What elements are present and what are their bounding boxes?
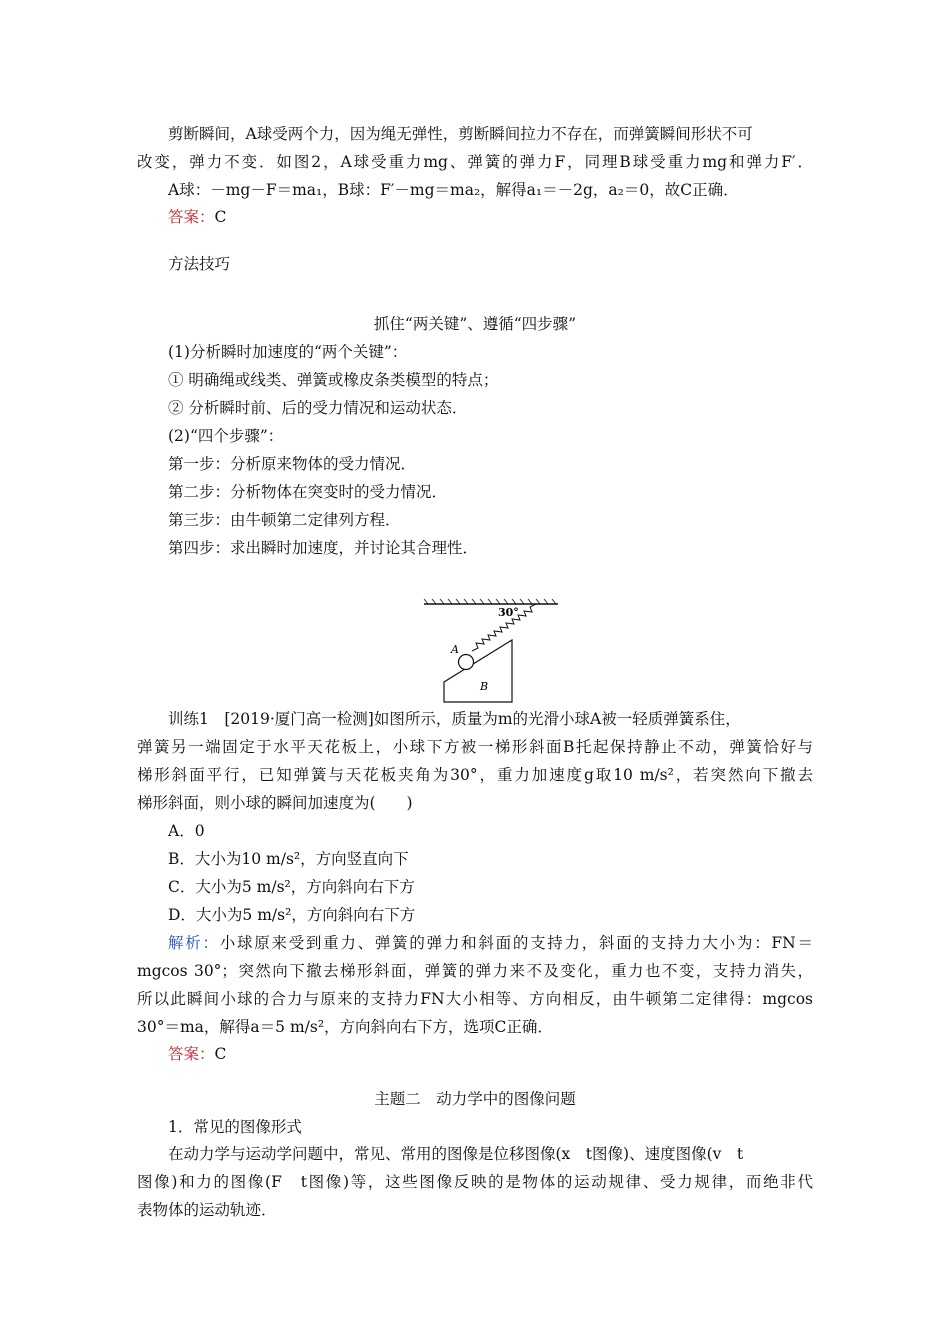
analysis-line: mgcos 30°；突然向下撤去梯形斜面，弹簧的弹力来不及变化，重力也不变，支持力消失， [137, 962, 813, 980]
analysis-text: 小球原来受到重力、弹簧的弹力和斜面的支持力，斜面的支持力大小为：FN＝ [219, 934, 813, 952]
analysis-line: 30°＝ma，解得a＝5 m/s²，方向斜向右下方，选项C正确． [137, 1018, 553, 1036]
option-b: B．大小为10 m/s²，方向竖直向下 [168, 850, 409, 868]
analysis-label: 解析： [168, 934, 220, 952]
method-item: 第四步：求出瞬时加速度，并讨论其合理性． [168, 539, 479, 557]
label-b: B [480, 680, 489, 693]
para-line: 在动力学与运动学问题中，常见、常用的图像是位移图像(x t图像)、速度图像(v t [168, 1145, 744, 1163]
answer-value: C [214, 208, 227, 226]
method-item: (2)“四个步骤”： [168, 427, 284, 445]
angle-label: 30° [498, 606, 519, 619]
analysis-line: 所以此瞬间小球的合力与原来的支持力FN大小相等、方向相反，由牛顿第二定律得：mgcos [137, 990, 813, 1008]
question-line: 训练1 [2019·厦门高一检测]如图所示，质量为m的光滑小球A被一轻质弹簧系住， [168, 710, 741, 728]
question-line: 弹簧另一端固定于水平天花板上，小球下方被一梯形斜面B托起保持静止不动，弹簧恰好与 [137, 738, 813, 756]
analysis-line [168, 933, 813, 953]
label-a: A [451, 643, 459, 656]
method-item: (1)分析瞬时加速度的“两个关键”： [168, 343, 408, 361]
answer-value: C [214, 1045, 227, 1063]
option-d: D．大小为5 m/s²，方向斜向右下方 [168, 906, 416, 924]
question-line: 梯形斜面平行，已知弹簧与天花板夹角为30°，重力加速度g取10 m/s²，若突然向下撤去 [137, 766, 813, 784]
option-a: A．0 [168, 822, 205, 840]
method-item: ② 分析瞬时前、后的受力情况和运动状态． [168, 399, 468, 417]
method-item: 第三步：由牛顿第二定律列方程． [168, 511, 401, 529]
spring-incline-figure [420, 598, 560, 708]
answer-label: 答案： [168, 208, 215, 226]
topic-subheading: 1．常见的图像形式 [168, 1118, 302, 1136]
method-item: 第二步：分析物体在突变时的受力情况． [168, 483, 448, 501]
para-line: 改变，弹力不变．如图2，A球受重力mg、弹簧的弹力F，同理B球受重力mg和弹力F′． [137, 153, 813, 171]
method-title: 抓住“两关键”、遵循“四步骤” [373, 315, 577, 333]
para-line: 图像)和力的图像(F t图像)等，这些图像反映的是物体的运动规律、受力规律，而绝非代 [137, 1173, 813, 1191]
para-line: A球：－mg－F＝ma₁，B球：F′－mg＝ma₂，解得a₁＝－2g，a₂＝0，故C正确． [168, 181, 739, 199]
topic-title: 主题二 动力学中的图像问题 [374, 1090, 576, 1108]
para-line: 表物体的运动轨迹． [137, 1201, 277, 1219]
option-c: C．大小为5 m/s²，方向斜向右下方 [168, 878, 415, 896]
method-item: ① 明确绳或线类、弹簧或橡皮条类模型的特点； [168, 371, 499, 389]
para-line: 剪断瞬间，A球受两个力，因为绳无弹性，剪断瞬间拉力不存在，而弹簧瞬间形状不可 [168, 125, 753, 143]
question-line: 梯形斜面，则小球的瞬间加速度为( ) [137, 794, 413, 812]
method-heading: 方法技巧 [168, 255, 231, 273]
answer-line [168, 207, 226, 227]
method-item: 第一步：分析原来物体的受力情况． [168, 455, 417, 473]
answer-line [168, 1044, 226, 1064]
answer-label: 答案： [168, 1045, 215, 1063]
